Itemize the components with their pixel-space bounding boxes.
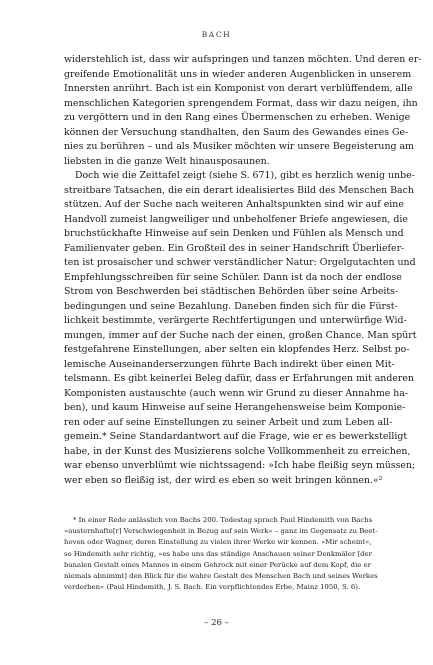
body-line: Handvoll zumeist langweiliger und unbeholfener Briefe angewiesen, die: [64, 213, 408, 225]
footnote-line: hoven oder Wagner, deren Einstellung zu vielen ihrer Werke wir kennen. »Mir scheint«,: [64, 538, 372, 547]
footnote-line: niemals abnimmt] den Blick für die wahre Gestalt des Menschen Bach und seines Werkes: [64, 572, 378, 581]
body-line: ren oder auf seine Einstellungen zu seiner Arbeit und zum Leben all-: [64, 416, 393, 428]
body-line: Doch wie die Zeittafel zeigt (siehe S. 671), gibt es herzlich wenig unbe-: [75, 170, 415, 181]
page-number: – 26 –: [204, 618, 229, 628]
body-line: wer eben so fleißig ist, der wird es eben so weit bringen können.«²: [64, 474, 383, 486]
body-line: war ebenso unverblümt wie nichtssagend: »Ich habe fleißig seyn müssen;: [64, 460, 416, 471]
body-line: telsmann. Es gibt keinerlei Beleg dafür, dass er Erfahrungen mit anderen: [64, 373, 414, 384]
body-line: widerstehlich ist, dass wir aufspringen und tanzen möchten. Und deren er-: [64, 54, 422, 65]
body-line: ben), und kaum Hinweise auf seine Herangehensweise beim Komponie-: [64, 402, 406, 413]
footnote: [64, 515, 378, 593]
body-line: streitbare Tatsachen, die ein derart idealisiertes Bild des Menschen Bach: [64, 184, 414, 196]
body-line: bruchstückhafte Hinweise auf sein Denken und Fühlen als Mensch und: [64, 228, 404, 239]
body-line: lichkeit bestimmte, verärgerte Rechtfertigungen und unterwürfige Wid-: [64, 315, 407, 326]
body-line: ten ist prosaischer und schwer verständlicher Natur: Orgelgutachten und: [64, 257, 416, 268]
body-line: Strom von Beschwerden bei städtischen Behörden über seine Arbeits-: [64, 286, 399, 297]
body-line: nies zu berühren – und als Musiker möchten wir unsere Begeisterung am: [64, 141, 414, 152]
body-line: stützen. Auf der Suche nach weiteren Anhaltspunkten sind wir auf eine: [64, 199, 404, 210]
body-line: zu vergöttern und in den Rang eines Übermenschen zu erheben. Wenige: [64, 112, 411, 123]
body-text: [64, 53, 422, 488]
body-line: können der Versuchung standhalten, den Saum des Gewandes eines Ge-: [64, 126, 409, 138]
body-line: greifende Emotionalität uns in wieder anderen Augenblicken in unserem: [64, 68, 412, 80]
body-line: Empfehlungsschreiben für seine Schüler. Dann ist da noch der endlose: [64, 271, 402, 283]
body-line: mungen, immer auf der Suche nach der einen, großen Chance. Man spürt: [64, 329, 417, 341]
body-line: liebsten in die ganze Welt hinausposaunen.: [64, 155, 270, 167]
footnote-line: verdorben« (Paul Hindemith, J. S. Bach. Ein verpflichtendes Erbe, Mainz 1950, S. 6).: [64, 583, 361, 592]
footnote-line: so Hindemith sehr richtig, »es habe uns das ständige Anschauen seiner Denkmäler [der: [64, 549, 372, 558]
running-head: BACH: [201, 30, 232, 39]
body-line: menschlichen Kategorien sprengendem Format, dass wir dazu neigen, ihn: [64, 97, 418, 109]
body-line: Familienvater geben. Ein Großteil des in seiner Handschrift Überliefer-: [64, 242, 405, 254]
footnote-line: banalen Gestalt eines Mannes in einem Gehrock mit einer Perücke auf dem Kopf, die er: [64, 560, 371, 569]
body-line: Innersten anrührt. Bach ist ein Komponist von derart verblüffendem, alle: [64, 83, 413, 94]
body-line: festgefahrene Einstellungen, aber selten ein klopfendes Herz. Selbst po-: [64, 344, 410, 355]
footnote-line: »austernhafte[r] Verschwiegenheit in Bezug auf sein Werk« – ganz im Gegensatz zu Beet-: [64, 527, 378, 536]
body-line: lemische Auseinanderserzungen führte Bach indirekt über einen Mit-: [64, 358, 395, 370]
body-line: habe, in der Kunst des Musizierens solche Vollkommenheit zu erreichen,: [64, 445, 411, 457]
body-line: gemein.* Seine Standardantwort auf die Frage, wie er es bewerkstelligt: [64, 431, 408, 442]
body-line: Komponisten austauschte (auch wenn wir Grund zu dieser Annahme ha-: [64, 387, 409, 399]
body-line: bedingungen und seine Bezahlung. Daneben finden sich für die Fürst-: [64, 300, 398, 312]
footnote-line: * In einer Rede anlässlich von Bachs 200. Todestag sprach Paul Hindemith von Bachs: [73, 516, 373, 524]
